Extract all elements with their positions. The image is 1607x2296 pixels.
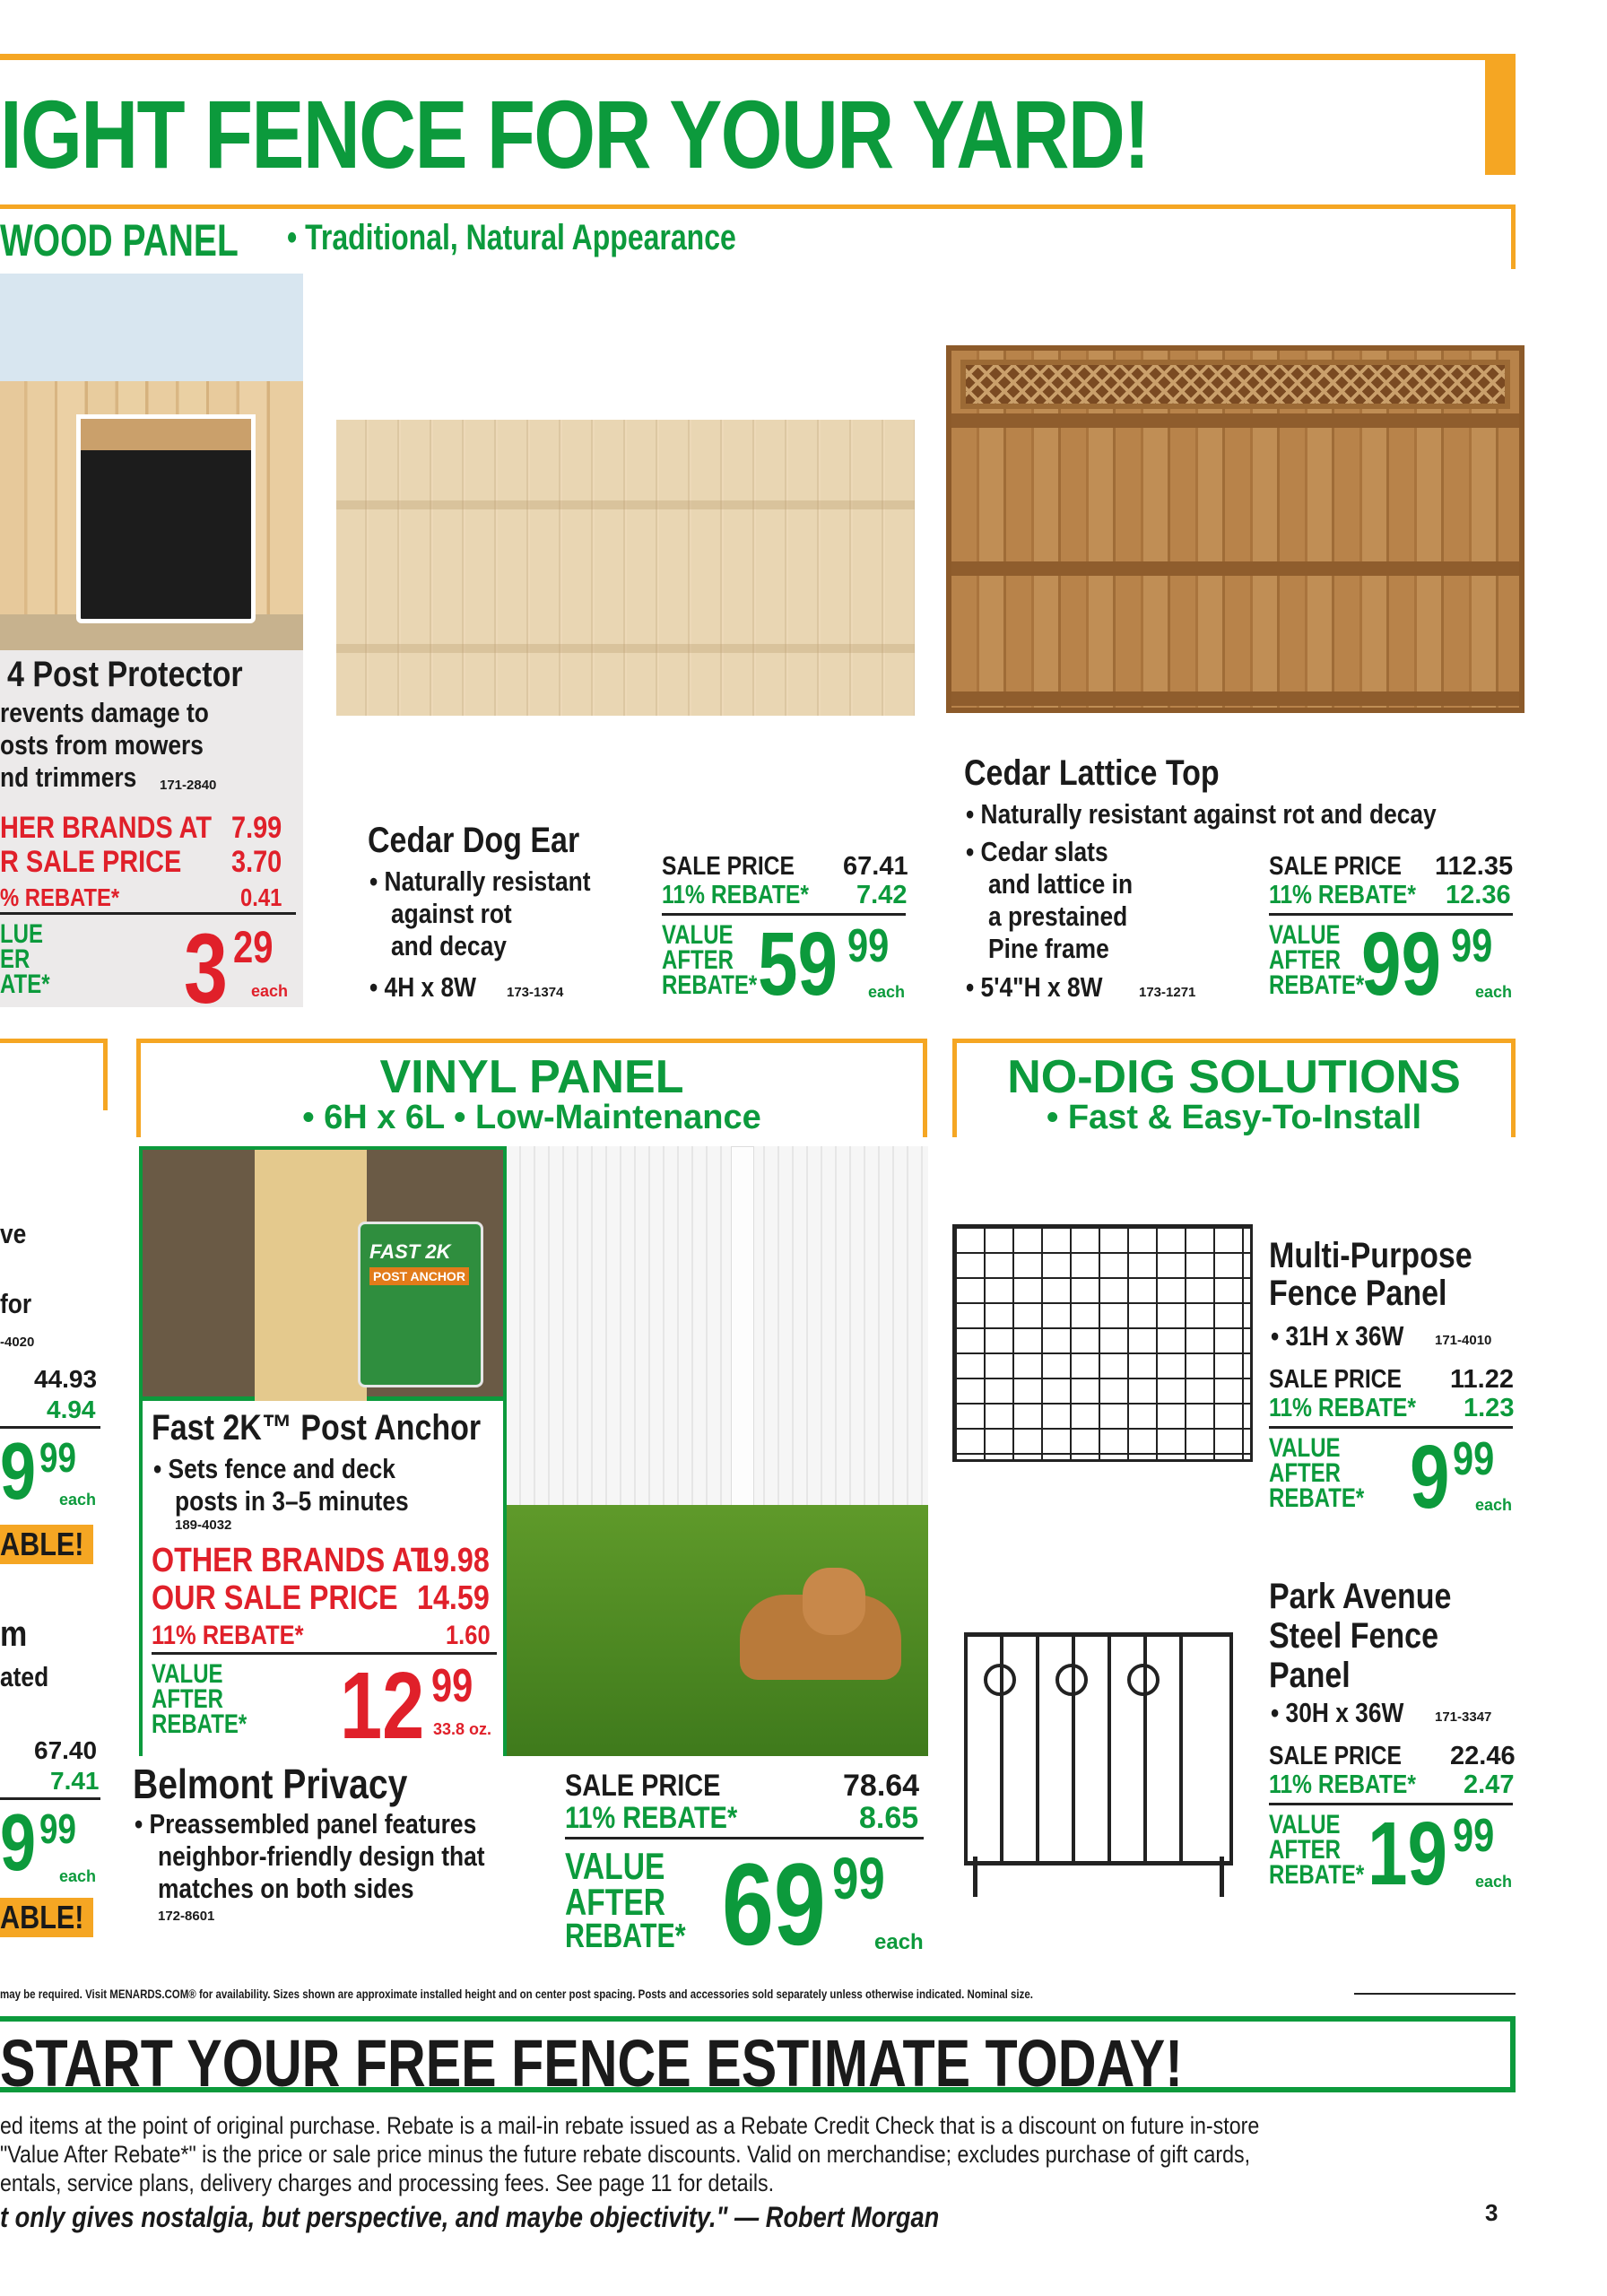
left-banner: ABLE! [0,1525,93,1564]
post-protector-value-line-3: ATE* [0,970,50,999]
lattice-unit: each [1475,983,1513,1001]
belmont-price-whole: 69 [722,1839,826,1970]
post-protector-line-3: nd trimmers [0,761,137,793]
lattice-sale-label: SALE PRICE [1269,852,1402,881]
post-anchor-box [139,1146,507,1759]
multi-purpose-fence-image [952,1224,1253,1462]
post-protector-sku: 171-2840 [160,778,217,793]
vinyl-fence-image [507,1146,928,1756]
belmont-sale-label: SALE PRICE [565,1769,721,1803]
cedar-dog-ear-image [336,420,915,716]
dog-ear-value-line-1: VALUE [662,920,734,950]
dog-ear-price-whole: 59 [758,914,838,1014]
post-protector-sale-label: R SALE PRICE [0,845,182,879]
multi-sale-label: SALE PRICE [1269,1365,1402,1394]
dog-ear-bullet-1: • Naturally resistant [369,865,591,897]
belmont-bullet-3: matches on both sides [158,1873,414,1904]
cedar-lattice-image [946,345,1524,713]
post-protector-other-price: 7.99 [231,811,282,845]
no-dig-title: NO-DIG SOLUTIONS [1007,1051,1461,1103]
dog-ear-rebate: 7.42 [856,881,908,909]
multi-sale-price: 11.22 [1450,1365,1514,1394]
rebate-terms-line-1: ed items at the point of original purchase. Rebate is a mail-in rebate issued as a Rebate Credit Check that is a discount on future in-store [0,2112,1260,2139]
park-title-1: Park Avenue [1269,1577,1452,1616]
belmont-title: Belmont Privacy [133,1761,408,1807]
vinyl-panel-title: VINYL PANEL [379,1051,684,1103]
dog-ear-value-line-3: REBATE* [662,970,758,1000]
left-section-header [0,1039,108,1110]
multi-value-line-3: REBATE* [1269,1483,1365,1513]
belmont-rebate-label: 11% REBATE* [565,1801,738,1835]
left-sale-price: 44.93 [34,1365,98,1393]
page-number: 3 [1485,2199,1498,2226]
belmont-rebate: 8.65 [859,1801,919,1835]
post-protector-price-whole: 3 [184,914,228,1024]
belmont-bullet-2: neighbor-friendly design that [158,1840,485,1872]
post-anchor-bullet-2: posts in 3–5 minutes [175,1485,409,1517]
park-rebate: 2.47 [1464,1770,1515,1799]
lattice-sale-price: 112.35 [1435,852,1514,881]
park-sku: 171-3347 [1435,1709,1492,1725]
post-protector-sale-price: 3.70 [231,845,282,879]
lattice-price-whole: 99 [1361,914,1441,1014]
park-sale-price: 22.46 [1450,1742,1516,1770]
lattice-bullet-4: a prestained [988,900,1128,932]
lattice-rebate-label: 11% REBATE* [1269,881,1416,909]
multi-value-line-1: VALUE [1269,1433,1341,1463]
multi-price-cents: 99 [1453,1433,1495,1485]
park-title-3: Panel [1269,1656,1351,1695]
post-anchor-photo [143,1150,503,1401]
multi-title-1: Multi-Purpose [1269,1236,1472,1275]
belmont-price-cents: 99 [832,1845,885,1911]
lattice-price-cents: 99 [1451,920,1493,972]
post-protector-panel [0,274,303,1024]
free-estimate-banner [0,2016,1516,2100]
dog-ear-bullet-4: • 4H x 8W [369,971,477,1003]
left-rebate: 4.94 [47,1396,96,1423]
post-anchor-bullet-1: • Sets fence and deck [153,1453,395,1484]
lattice-sku: 173-1271 [1139,985,1196,1000]
post-anchor-title: Fast 2K™ Post Anchor [152,1408,482,1448]
availability-disclaimer: may be required. Visit MENARDS.COM® for availability. Sizes shown are approximate installed height and on center post spacing. Posts and accessories sold separately unless otherwise indicated. Nominal size. [0,1987,1033,2001]
post-anchor-price-cents: 99 [431,1660,473,1712]
post-protector-unit: each [251,982,289,1000]
post-protector-value-line-1: LUE [0,919,43,949]
belmont-sku: 172-8601 [158,1909,215,1924]
lattice-bullet-3: and lattice in [988,868,1134,900]
lattice-bullet-1: • Naturally resistant against rot and decay [966,798,1437,830]
vinyl-panel-subtitle: • 6H x 6L • Low-Maintenance [302,1099,761,1136]
post-protector-photo [0,274,303,650]
left-line-1: ve [0,1218,27,1249]
no-dig-subtitle: • Fast & Easy-To-Install [1046,1099,1422,1136]
dog-ear-price-cents: 99 [847,920,890,972]
park-price-cents: 99 [1453,1810,1495,1862]
post-anchor-other-price: 19.98 [417,1542,490,1579]
left-banner-2: ABLE! [0,1898,93,1937]
lattice-value-line-1: VALUE [1269,920,1341,950]
park-rebate-label: 11% REBATE* [1269,1770,1416,1799]
multi-value-line-2: AFTER [1269,1458,1341,1488]
lattice-title: Cedar Lattice Top [964,753,1220,793]
belmont-value-line-2: AFTER [565,1881,665,1923]
rebate-terms-line-2: "Value After Rebate*" is the price or sale price minus the future rebate discounts. Valid on merchandise; excludes purchase of gift cards, [0,2141,1251,2168]
post-anchor-price-whole: 12 [340,1653,425,1759]
post-anchor-bag-image: FAST 2K POST ANCHOR [358,1222,483,1387]
post-anchor-other-label: OTHER BRANDS AT [152,1542,429,1579]
park-value-line-1: VALUE [1269,1810,1341,1839]
dog-ear-unit: each [868,983,906,1001]
park-title-2: Steel Fence [1269,1616,1438,1656]
post-protector-other-label: HER BRANDS AT [0,811,213,845]
left-sku: -4020 [0,1335,35,1350]
park-price-whole: 19 [1368,1804,1447,1904]
post-anchor-sku: 189-4032 [175,1518,232,1533]
dog-ear-rebate-label: 11% REBATE* [662,881,809,909]
post-protector-value-line-2: ER [0,944,30,974]
post-anchor-sale-price: 14.59 [417,1579,490,1617]
park-value-line-3: REBATE* [1269,1860,1365,1890]
post-protector-line-1: revents damage to [0,697,209,728]
left-line-3: m [0,1614,28,1654]
belmont-value-line-1: VALUE [565,1845,665,1887]
left-price-tail-2: 9 [0,1798,37,1888]
post-protector-image [76,435,256,623]
dog-ear-sku: 173-1374 [507,985,564,1000]
lattice-value-line-3: REBATE* [1269,970,1365,1000]
vinyl-panel-header [136,1039,927,1137]
park-value-line-2: AFTER [1269,1835,1341,1865]
wood-panel-header [0,204,1516,269]
dog-ear-bullet-2: against rot [391,898,512,929]
left-line-4: ated [0,1661,49,1692]
dog-ear-bullet-3: and decay [391,930,507,961]
headline-text: IGHT FENCE FOR YOUR YARD! [0,80,1150,188]
multi-bullet: • 31H x 36W [1271,1320,1404,1352]
belmont-value-line-3: REBATE* [565,1918,686,1955]
dog-ear-sale-label: SALE PRICE [662,852,795,881]
post-anchor-rebate-label: 11% REBATE* [152,1621,304,1650]
left-price-cents-2: 99 [39,1805,76,1852]
multi-rebate: 1.23 [1464,1394,1515,1422]
lattice-rebate: 12.36 [1446,881,1511,909]
left-unit: each [59,1491,97,1509]
multi-price-whole: 9 [1410,1427,1450,1527]
quote: t only gives nostalgia, but perspective, and maybe objectivity." — Robert Morgan [0,2201,940,2233]
multi-unit: each [1475,1496,1513,1514]
no-dig-header [952,1039,1516,1137]
left-price-tail: 9 [0,1427,37,1517]
park-unit: each [1475,1873,1513,1891]
free-estimate-text: START YOUR FREE FENCE ESTIMATE TODAY! [0,2026,1183,2100]
wood-panel-subtitle: • Traditional, Natural Appearance [287,218,736,257]
dog-ear-title: Cedar Dog Ear [368,821,580,860]
post-anchor-sale-label: OUR SALE PRICE [152,1579,398,1617]
lattice-value-line-2: AFTER [1269,945,1341,975]
dog-ear-value-line-2: AFTER [662,945,734,975]
multi-sku: 171-4010 [1435,1333,1492,1348]
post-protector-title: 4 Post Protector [7,655,243,694]
post-anchor-unit: 33.8 oz. [433,1720,492,1738]
dog-ear-sale-price: 67.41 [843,852,908,881]
lattice-bullet-2: • Cedar slats [966,836,1108,867]
post-anchor-value-line-1: VALUE [152,1659,223,1689]
left-sale-price-2: 67.40 [34,1736,98,1764]
multi-title-2: Fence Panel [1269,1274,1447,1313]
rebate-terms-line-3: entals, service plans, delivery charges and processing fees. See page 11 for details. [0,2170,775,2196]
park-avenue-fence-image [964,1632,1233,1866]
wood-panel-title: WOOD PANEL [0,215,239,265]
post-anchor-value-line-3: REBATE* [152,1709,248,1739]
headline-banner [0,54,1516,188]
post-anchor-value-line-2: AFTER [152,1684,223,1714]
post-protector-rebate: 0.41 [240,883,282,911]
multi-rebate-label: 11% REBATE* [1269,1394,1416,1422]
park-bullet: • 30H x 36W [1271,1697,1404,1728]
belmont-sale-price: 78.64 [843,1769,920,1803]
left-price-cents: 99 [39,1434,76,1481]
left-rebate-2: 7.41 [50,1767,100,1795]
belmont-bullet-1: • Preassembled panel features [135,1808,477,1839]
post-protector-rebate-label: % REBATE* [0,883,120,911]
post-protector-price-cents: 29 [233,922,274,972]
belmont-unit: each [874,1930,924,1954]
left-unit-2: each [59,1867,97,1885]
post-anchor-rebate: 1.60 [446,1621,491,1650]
park-sale-label: SALE PRICE [1269,1742,1402,1770]
lattice-bullet-6: • 5'4"H x 8W [966,971,1103,1003]
rebate-terms [0,2111,1259,2197]
post-protector-line-2: osts from mowers [0,729,204,761]
left-line-2: for [0,1288,32,1319]
lattice-bullet-5: Pine frame [988,933,1109,964]
headline-accent-bar [1485,60,1516,175]
